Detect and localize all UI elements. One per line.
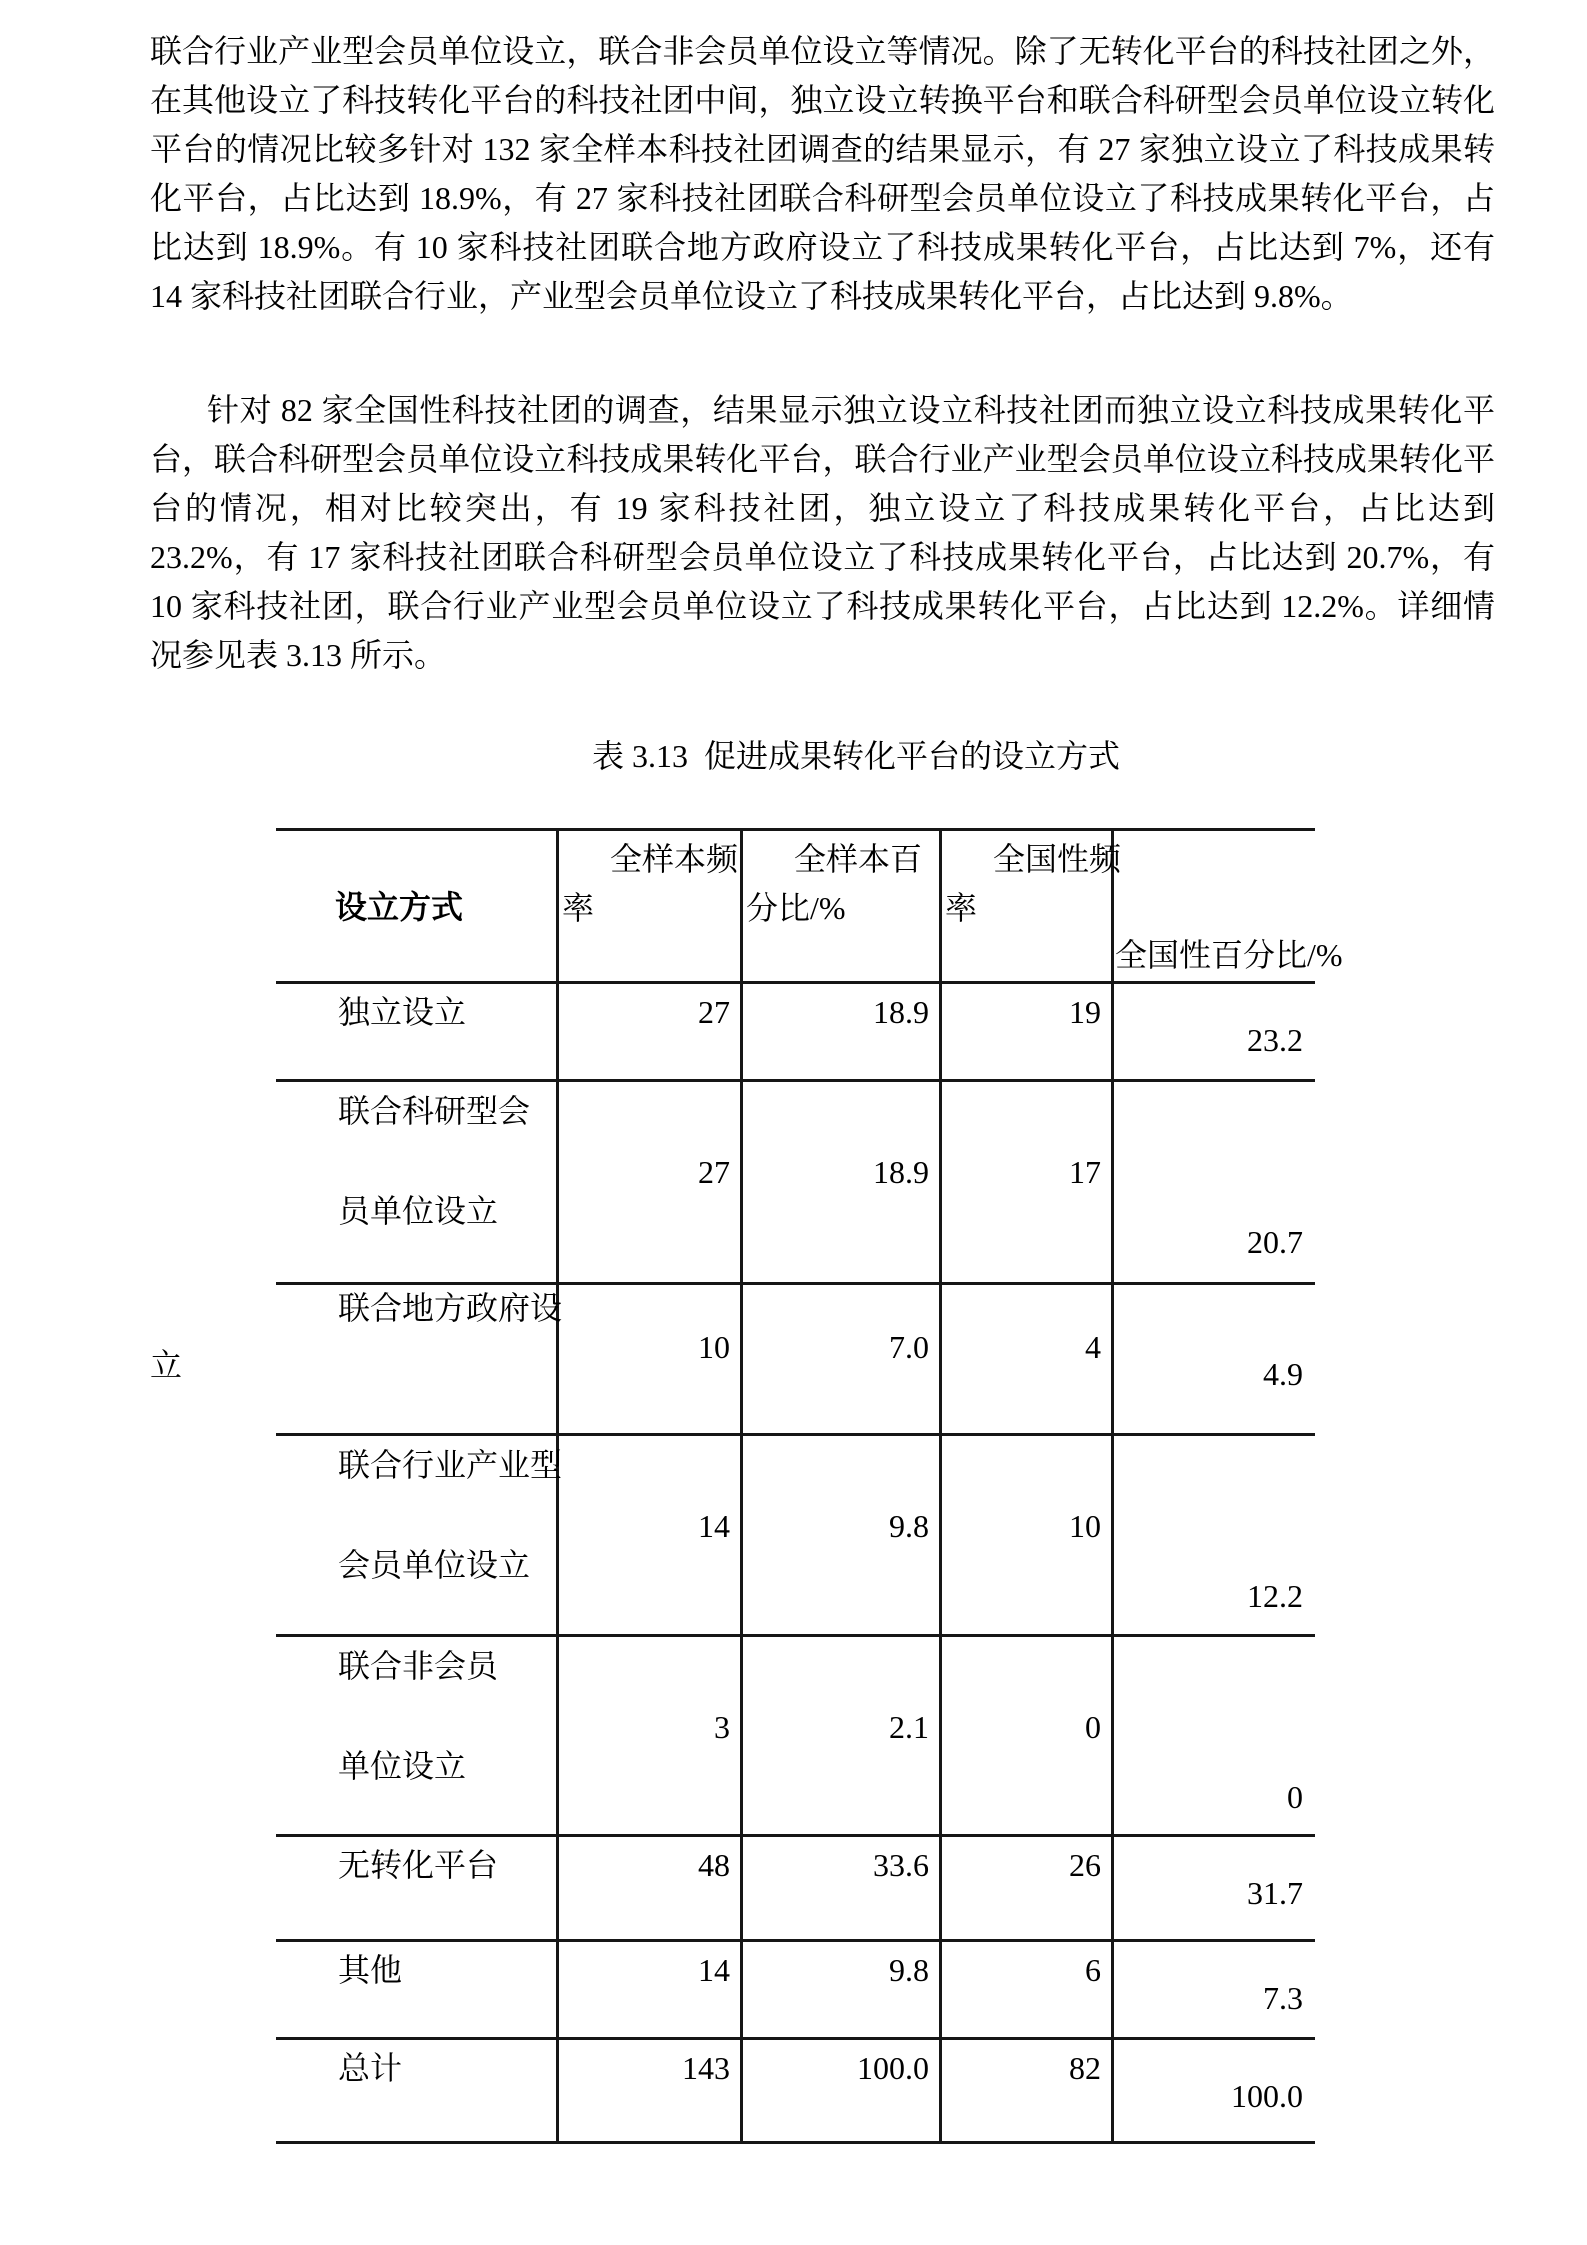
header-sample-pct-line1: 全样本百	[794, 841, 923, 877]
row-label-line2: 会员单位设立	[338, 1547, 531, 1583]
table-row	[276, 1634, 1315, 1834]
national-freq-value: 17	[1069, 1154, 1101, 1190]
table-caption: 表 3.13 促进成果转化平台的设立方式	[592, 738, 1121, 774]
header-national-pct: 全国性百分比/%	[1115, 937, 1343, 973]
sample-pct-value: 9.8	[889, 1508, 929, 1544]
row-label: 联合非会员	[338, 1648, 499, 1684]
table-row	[150, 1282, 1315, 1433]
row-label-line2: 员单位设立	[338, 1193, 499, 1229]
national-freq-value: 6	[1085, 1952, 1101, 1988]
national-pct-value: 23.2	[1247, 1022, 1303, 1058]
sample-pct-value: 100.0	[857, 2050, 929, 2086]
national-pct-value: 7.3	[1263, 1980, 1303, 2016]
sample-pct-value: 2.1	[889, 1709, 929, 1745]
header-national-freq-line1: 全国性频	[993, 841, 1122, 877]
sample-freq-value: 3	[714, 1709, 730, 1745]
table-bottom-border	[276, 2141, 1315, 2144]
table-row	[276, 1834, 1315, 1939]
sample-freq-value: 14	[698, 1952, 730, 1988]
sample-pct-value: 18.9	[873, 1154, 929, 1190]
national-pct-value: 31.7	[1247, 1875, 1303, 1911]
sample-pct-value: 18.9	[873, 994, 929, 1030]
sample-pct-value: 9.8	[889, 1952, 929, 1988]
national-pct-value: 12.2	[1247, 1578, 1303, 1614]
national-freq-value: 19	[1069, 994, 1101, 1030]
sample-freq-value: 27	[698, 994, 730, 1030]
sample-pct-value: 7.0	[889, 1329, 929, 1365]
table-row	[276, 981, 1315, 1079]
sample-freq-value: 14	[698, 1508, 730, 1544]
national-freq-value: 26	[1069, 1847, 1101, 1883]
paragraph-continuation: 联合行业产业型会员单位设立，联合非会员单位设立等情况。除了无转化平台的科技社团之外，在其他设立了科技转化平台的科技社团中间，独立设立转换平台和联合科研型会员单位设立转化平台的情况比较多针对 132 家全样本科技社团调查的结果显示，有 27 家独立设立了科技成果转化平台，占比达到 18.9%，有 27 家科技社团联合科研型会员单位设立了科技成果转化平台，占比达到 18.9%。有 10 家科技社团联合地方政府设立了科技成果转化平台，占比达到 7%，还有 14 家科技社团联合行业，产业型会员单位设立了科技成果转化平台，占比达到 9.8%。	[150, 33, 1495, 314]
row-label: 联合地方政府设	[338, 1290, 563, 1326]
header-national-freq-line2: 率	[945, 890, 978, 926]
row-label: 总计	[338, 2050, 403, 2086]
table-row	[276, 2037, 1315, 2141]
overflow-label-fragment: 立	[150, 1347, 183, 1383]
national-pct-value: 20.7	[1247, 1224, 1303, 1260]
header-sample-freq-line1: 全样本频	[610, 841, 739, 877]
national-freq-value: 0	[1085, 1709, 1101, 1745]
sample-freq-value: 48	[698, 1847, 730, 1883]
stats-table	[150, 828, 1343, 2144]
body-text	[150, 27, 1495, 680]
row-label: 独立设立	[338, 994, 467, 1030]
table-row	[276, 1939, 1315, 2037]
national-pct-value: 0	[1287, 1779, 1303, 1815]
paragraph-national-survey: 针对 82 家全国性科技社团的调查，结果显示独立设立科技社团而独立设立科技成果转化平台，联合科研型会员单位设立科技成果转化平台，联合行业产业型会员单位设立科技成果转化平台的情况，相对比较突出，有 19 家科技社团，独立设立了科技成果转化平台，占比达到 23.2%，有 17 家科技社团联合科研型会员单位设立了科技成果转化平台，占比达到 20.7%，有 10 家科技社团，联合行业产业型会员单位设立了科技成果转化平台，占比达到 12.2%。详细情况参见表 3.13 所示。	[150, 392, 1495, 673]
table-top-border	[276, 828, 1315, 831]
sample-freq-value: 143	[682, 2050, 730, 2086]
national-freq-value: 4	[1085, 1329, 1101, 1365]
national-pct-value: 100.0	[1231, 2078, 1303, 2114]
row-label: 联合行业产业型	[338, 1447, 563, 1483]
row-label: 其他	[338, 1952, 403, 1988]
sample-pct-value: 33.6	[873, 1847, 929, 1883]
national-pct-value: 4.9	[1263, 1356, 1303, 1392]
table-row	[276, 1079, 1315, 1282]
header-setup-method: 设立方式	[335, 889, 464, 925]
sample-freq-value: 10	[698, 1329, 730, 1365]
header-sample-freq-line2: 率	[562, 890, 595, 926]
sample-freq-value: 27	[698, 1154, 730, 1190]
table-row	[276, 1433, 1315, 1634]
row-label: 无转化平台	[338, 1847, 499, 1883]
header-sample-pct-line2: 分比/%	[746, 890, 846, 926]
row-label-line2: 单位设立	[338, 1748, 467, 1784]
row-label: 联合科研型会	[338, 1093, 531, 1129]
national-freq-value: 82	[1069, 2050, 1101, 2086]
national-freq-value: 10	[1069, 1508, 1101, 1544]
